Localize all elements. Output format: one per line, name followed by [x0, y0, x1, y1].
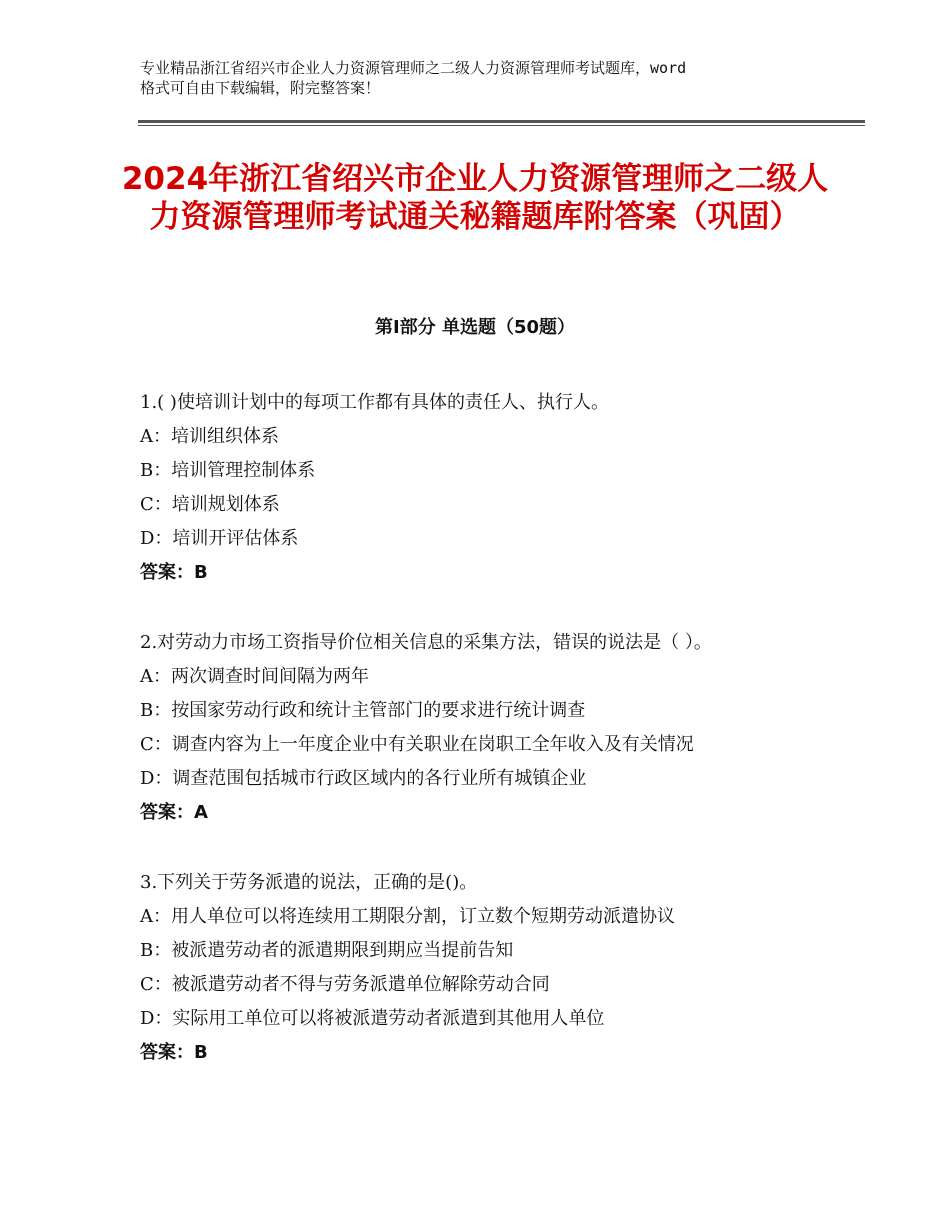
answer: 答案：B — [140, 1042, 208, 1063]
option-d: D：调查范围包括城市行政区域内的各行业所有城镇企业 — [140, 768, 587, 789]
section-title: 第Ⅰ部分 单选题（50题） — [374, 317, 575, 338]
option-a: A：用人单位可以将连续用工期限分割，订立数个短期劳动派遣协议 — [140, 906, 675, 927]
answer: 答案：A — [140, 802, 208, 823]
option-d: D：实际用工单位可以将被派遣劳动者派遣到其他用人单位 — [140, 1008, 605, 1029]
option-d: D：培训开评估体系 — [140, 528, 299, 549]
option-b: B：培训管理控制体系 — [140, 460, 316, 481]
question-list — [140, 386, 830, 1106]
option-a: A：培训组织体系 — [140, 426, 279, 447]
option-b: B：按国家劳动行政和统计主管部门的要求进行统计调查 — [140, 700, 586, 721]
option-c: C：调查内容为上一年度企业中有关职业在岗职工全年收入及有关情况 — [140, 734, 694, 755]
option-b: B：被派遣劳动者的派遣期限到期应当提前告知 — [140, 940, 514, 961]
option-a: A：两次调查时间间隔为两年 — [140, 666, 369, 687]
header-note — [140, 58, 830, 98]
question-2 — [140, 626, 830, 830]
option-c: C：被派遣劳动者不得与劳务派遣单位解除劳动合同 — [140, 974, 550, 995]
question-1 — [140, 386, 830, 590]
question-stem: 1.( )使培训计划中的每项工作都有具体的责任人、执行人。 — [140, 392, 609, 413]
document-title: 2024年浙江省绍兴市企业人力资源管理师之二级人力资源管理师考试通关秘籍题库附答案（巩固） — [121, 161, 829, 235]
header-note-line-2: 格式可自由下载编辑，附完整答案！ — [140, 79, 381, 97]
answer: 答案：B — [140, 562, 208, 583]
header-note-line-1: 专业精品浙江省绍兴市企业人力资源管理师之二级人力资源管理师考试题库，word — [140, 59, 687, 77]
question-stem: 3.下列关于劳务派遣的说法，正确的是()。 — [140, 872, 478, 893]
question-3 — [140, 866, 830, 1070]
header-rule-thin — [138, 125, 865, 126]
header-rule-thick — [138, 120, 865, 123]
option-c: C：培训规划体系 — [140, 494, 280, 515]
question-stem: 2.对劳动力市场工资指导价位相关信息的采集方法，错误的说法是（ ）。 — [140, 632, 712, 653]
